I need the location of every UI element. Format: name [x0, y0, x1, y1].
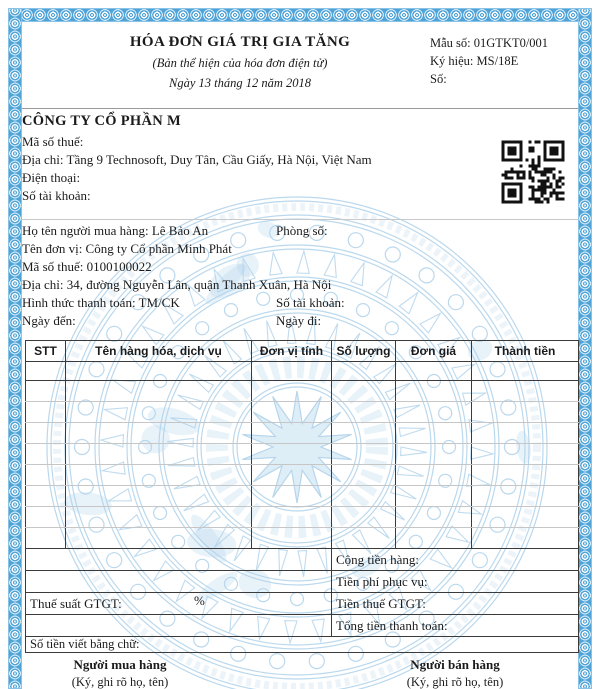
- grand-total-row: [26, 615, 579, 637]
- invoice-meta: [430, 34, 548, 88]
- col-header-quantity: Số lượng: [332, 341, 396, 362]
- table-header-row: [26, 341, 579, 362]
- col-header-stt: STT: [26, 341, 66, 362]
- line-items-table: [25, 340, 579, 653]
- seller-signature-note: (Ký, ghi rõ họ, tên): [406, 675, 504, 689]
- service-fee-left-cell: [26, 571, 332, 593]
- buyer-info-row: Hình thức thanh toán: TM/CK Số tài khoản:: [22, 295, 345, 310]
- seller-info-line: Điện thoại:: [22, 170, 81, 185]
- form-number-line: Mẫu số: 01GTKT0/001: [430, 36, 549, 50]
- grand-total-label: Tổng tiền thanh toán:: [332, 615, 579, 637]
- subtotal-row: [26, 549, 579, 571]
- empty-item-row: [26, 362, 579, 381]
- seller-name: CÔNG TY CỔ PHẦN M: [22, 113, 181, 129]
- invoice-content: [22, 22, 578, 689]
- vat-row: [26, 593, 579, 615]
- col-header-unit: Đơn vị tính: [252, 341, 332, 362]
- seller-info-line: Mã số thuế:: [22, 134, 84, 149]
- invoice-date: Ngày 13 tháng 12 năm 2018: [168, 76, 311, 90]
- section-separator: [22, 219, 578, 220]
- form-number-value: 01GTKT0/001: [473, 36, 549, 50]
- seller-section: [22, 112, 372, 205]
- buyer-signature-note: (Ký, ghi rõ họ, tên): [71, 675, 169, 689]
- empty-item-row: [26, 381, 579, 402]
- empty-item-row: [26, 402, 579, 423]
- vat-rate-percent: %: [194, 593, 205, 608]
- empty-item-row: [26, 486, 579, 507]
- ornamental-border-top: [8, 8, 592, 22]
- empty-item-row: [26, 507, 579, 528]
- empty-item-row: [26, 423, 579, 444]
- col-header-unit-price: Đơn giá: [396, 341, 472, 362]
- serial-value: MS/18E: [476, 54, 519, 68]
- service-fee-row: [26, 571, 579, 593]
- invoice-number-line: Số:: [430, 72, 447, 86]
- qr-code: [500, 139, 566, 205]
- header-separator: [22, 108, 578, 109]
- buyer-info-row: Tên đơn vị: Công ty Cổ phần Minh Phát: [22, 241, 232, 256]
- invoice-title: HÓA ĐƠN GIÁ TRỊ GIA TĂNG: [129, 34, 351, 50]
- col-header-description: Tên hàng hóa, dịch vụ: [66, 341, 252, 362]
- buyer-section: [22, 222, 578, 330]
- amount-in-words-row: [26, 637, 579, 653]
- serial-line: Ký hiệu: MS/18E: [430, 54, 519, 68]
- ornamental-border-right: [578, 8, 592, 689]
- vat-rate-label: Thuế suất GTGT:: [30, 595, 122, 611]
- buyer-info-row: Mã số thuế: 0100100022: [22, 259, 152, 274]
- buyer-info-row: Họ tên người mua hàng: Lê Bảo An Phòng số:: [22, 223, 328, 238]
- subtotal-left-cell: [26, 549, 332, 571]
- seller-info-lines: [22, 133, 372, 205]
- amount-in-words: Số tiền viết bằng chữ:: [26, 637, 579, 653]
- buyer-signature-block: [40, 656, 200, 689]
- invoice-header: [22, 22, 578, 108]
- col-header-amount: Thành tiền: [472, 341, 579, 362]
- seller-signature-block: [375, 656, 535, 689]
- empty-item-row: [26, 528, 579, 549]
- empty-item-row: [26, 444, 579, 465]
- vat-amount-label: Tiền thuế GTGT:: [332, 593, 579, 615]
- ornamental-border-left: [8, 8, 22, 689]
- seller-signature-title: Người bán hàng: [410, 657, 500, 672]
- empty-item-row: [26, 465, 579, 486]
- buyer-signature-title: Người mua hàng: [73, 657, 167, 672]
- service-fee-label: Tiền phí phục vụ:: [332, 571, 579, 593]
- seller-info-line: Số tài khoản:: [22, 188, 91, 203]
- grand-total-left-cell: [26, 615, 332, 637]
- buyer-info-row: Ngày đến: Ngày đi:: [22, 313, 322, 328]
- subtotal-label: Cộng tiền hàng:: [332, 549, 579, 571]
- buyer-info-row: Địa chỉ: 34, đường Nguyễn Lân, quận Thanh Xuân, Hà Nội: [22, 277, 332, 292]
- vat-rate-cell: [26, 593, 332, 615]
- invoice-subtitle: (Bản thể hiện của hóa đơn điện tử): [152, 56, 328, 70]
- seller-info-line: Địa chỉ: Tầng 9 Technosoft, Duy Tân, Cầu Giấy, Hà Nội, Việt Nam: [22, 152, 372, 167]
